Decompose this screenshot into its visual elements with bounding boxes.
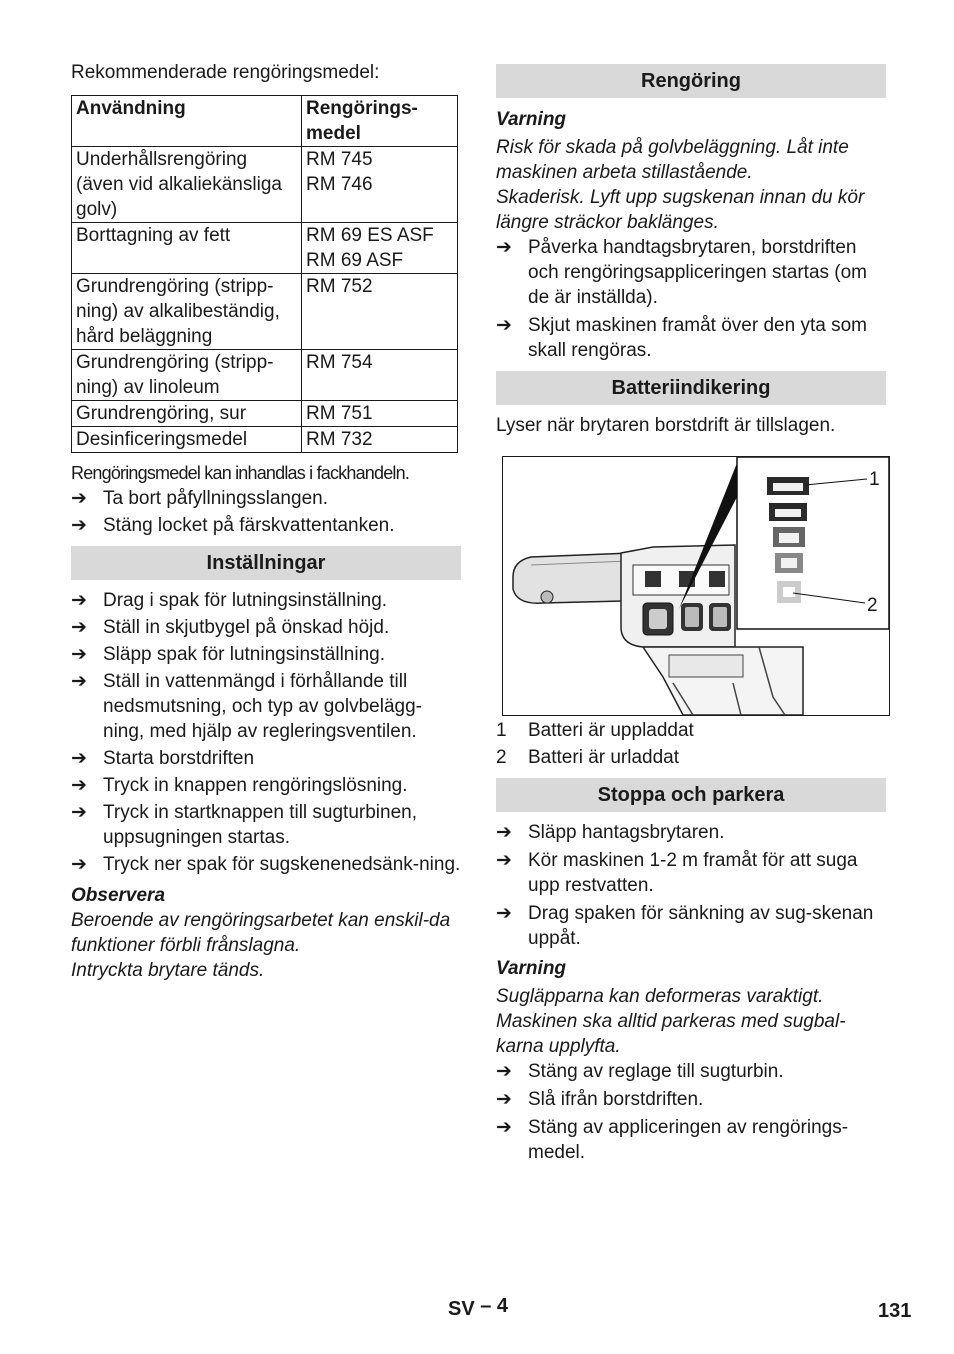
legend-num: 2: [496, 747, 507, 768]
step-text: Stäng locket på färskvattentanken.: [103, 515, 395, 536]
callout-1: 1: [869, 469, 880, 490]
footer-lang: SV: [448, 1298, 475, 1320]
list-item: [71, 800, 461, 850]
warning-label: Varning: [496, 109, 567, 130]
list-item: [71, 486, 461, 511]
note-text-2: Intryckta brytare tänds.: [71, 960, 265, 981]
stop-steps-list: [496, 820, 886, 951]
arrow-right-icon: ➔: [71, 590, 87, 611]
footer-section-label: [448, 1297, 508, 1322]
header-usage-text: Användning: [76, 98, 186, 119]
step-text: Släpp hantagsbrytaren.: [528, 822, 725, 843]
cleaning-agent-table: [71, 95, 458, 453]
table-row: [72, 274, 458, 350]
list-item: [496, 901, 886, 951]
list-item: [496, 313, 886, 363]
table-row: [72, 147, 458, 223]
step-text: Kör maskinen 1-2 m framåt för att suga upp restvatten.: [528, 850, 858, 896]
list-item: [496, 820, 886, 845]
header-agent: [302, 96, 458, 147]
availability-note: Rengöringsmedel kan inhandlas i fackhandeln.: [71, 463, 410, 483]
step-text: Ta bort påfyllningsslangen.: [103, 488, 328, 509]
list-item: [71, 513, 461, 538]
arrow-right-icon: ➔: [496, 903, 512, 924]
table-cell-agent: RM 69 ES ASF RM 69 ASF: [302, 223, 458, 274]
table-cell-usage: Grundrengöring, sur: [72, 401, 302, 427]
note-text: Beroende av rengöringsarbetet kan enskil-da funktioner förbli frånslagna.: [71, 910, 451, 956]
list-item: [71, 588, 461, 613]
step-text: Släpp spak för lutningsinställning.: [103, 644, 386, 665]
arrow-right-icon: ➔: [496, 850, 512, 871]
figure-legend: [496, 718, 886, 770]
legend-num: 1: [496, 720, 507, 741]
step-text: Drag i spak för lutningsinställning.: [103, 590, 388, 611]
right-column: [496, 58, 886, 1165]
cleaning-heading: Rengöring: [496, 64, 886, 98]
legend-item: [496, 745, 886, 770]
note-label: Observera: [71, 885, 166, 906]
table-cell-agent: RM 752: [302, 274, 458, 350]
arrow-right-icon: ➔: [71, 515, 87, 536]
step-text: Påverka handtagsbrytaren, borstdriften och rengöringsappliceringen startas (om de är inställda).: [528, 237, 868, 308]
list-item: [496, 848, 886, 898]
arrow-right-icon: ➔: [71, 644, 87, 665]
list-item: [496, 1115, 886, 1165]
step-text: Ställ in vattenmängd i förhållande till nedsmutsning, och typ av golvbelägg-ning, med hjälp av regleringsventilen.: [103, 671, 422, 742]
table-row: [72, 350, 458, 401]
arrow-right-icon: ➔: [71, 854, 87, 875]
steps-before-list: [71, 486, 461, 538]
table-header-row: [72, 96, 458, 147]
recommended-intro: Rekommenderade rengöringsmedel:: [71, 62, 380, 83]
list-item: [71, 852, 461, 877]
table-cell-agent: RM 754: [302, 350, 458, 401]
step-text: Starta borstdriften: [103, 748, 255, 769]
table-cell-usage: Underhållsrengöring (även vid alkaliekänsliga golv): [72, 147, 302, 223]
callout-2: 2: [867, 595, 878, 616]
cleaning-steps-list: [496, 235, 886, 363]
stop-heading: Stoppa och parkera: [496, 778, 886, 812]
list-item: [71, 746, 461, 771]
legend-item: [496, 718, 886, 743]
table-cell-usage: Desinficeringsmedel: [72, 427, 302, 453]
battery-heading: Batteriindikering: [496, 371, 886, 405]
table-row: [72, 401, 458, 427]
step-text: Stäng av reglage till sugturbin.: [528, 1061, 784, 1082]
machine-control-panel-illustration: [503, 457, 889, 715]
list-item: [71, 773, 461, 798]
list-item: [496, 235, 886, 310]
table-cell-agent: RM 751: [302, 401, 458, 427]
warning2-label: Varning: [496, 958, 567, 979]
arrow-right-icon: ➔: [496, 237, 512, 258]
step-text: Ställ in skjutbygel på önskad höjd.: [103, 617, 390, 638]
list-item: [71, 615, 461, 640]
battery-text: Lyser när brytaren borstdrift är tillslagen.: [496, 415, 836, 436]
list-item: [496, 1087, 886, 1112]
arrow-right-icon: ➔: [71, 802, 87, 823]
step-text: Tryck in knappen rengöringslösning.: [103, 775, 408, 796]
step-text: Tryck in startknappen till sugturbinen, uppsugningen startas.: [103, 802, 418, 848]
arrow-right-icon: ➔: [71, 748, 87, 769]
table-cell-agent: RM 732: [302, 427, 458, 453]
arrow-right-icon: ➔: [496, 315, 512, 336]
arrow-right-icon: ➔: [71, 671, 87, 692]
legend-text: Batteri är urladdat: [528, 747, 680, 768]
table-cell-usage: Borttagning av fett: [72, 223, 302, 274]
arrow-right-icon: ➔: [496, 822, 512, 843]
settings-steps-list: [71, 588, 461, 877]
list-item: [71, 669, 461, 744]
arrow-right-icon: ➔: [496, 1061, 512, 1082]
arrow-right-icon: ➔: [496, 1117, 512, 1138]
arrow-right-icon: ➔: [71, 617, 87, 638]
left-column: [71, 58, 461, 983]
table-row: [72, 427, 458, 453]
list-item: [496, 1059, 886, 1084]
warning-text-2: Skaderisk. Lyft upp sugskenan innan du kör längre sträckor baklänges.: [496, 187, 865, 233]
arrow-right-icon: ➔: [496, 1089, 512, 1110]
battery-indicator-figure: [502, 456, 890, 716]
step-text: Stäng av appliceringen av rengörings-medel.: [528, 1117, 849, 1163]
legend-text: Batteri är uppladdat: [528, 720, 694, 741]
header-agent-text: Rengörings- medel: [306, 98, 418, 144]
header-usage: [72, 96, 302, 147]
page-number: 131: [878, 1300, 912, 1322]
stop-steps-list-2: [496, 1059, 886, 1165]
table-row: [72, 223, 458, 274]
settings-heading: Inställningar: [71, 546, 461, 580]
step-text: Tryck ner spak för sugskenenedsänk-ning.: [103, 854, 461, 875]
table-cell-usage: Grundrengöring (stripp- ning) av alkalibeständig, hård beläggning: [72, 274, 302, 350]
warning-text-1: Risk för skada på golvbeläggning. Låt inte maskinen arbeta stillastående.: [496, 137, 849, 183]
step-text: Slå ifrån borstdriften.: [528, 1089, 704, 1110]
list-item: [71, 642, 461, 667]
table-cell-agent: RM 745 RM 746: [302, 147, 458, 223]
step-text: Skjut maskinen framåt över den yta som skall rengöras.: [528, 315, 867, 361]
step-text: Drag spaken för sänkning av sug-skenan uppåt.: [528, 903, 874, 949]
arrow-right-icon: ➔: [71, 488, 87, 509]
warning2-text: Sugläpparna kan deformeras varaktigt. Maskinen ska alltid parkeras med sugbal-karna upplyfta.: [496, 986, 846, 1057]
table-cell-usage: Grundrengöring (stripp- ning) av linoleum: [72, 350, 302, 401]
footer-section: – 4: [480, 1295, 509, 1317]
arrow-right-icon: ➔: [71, 775, 87, 796]
